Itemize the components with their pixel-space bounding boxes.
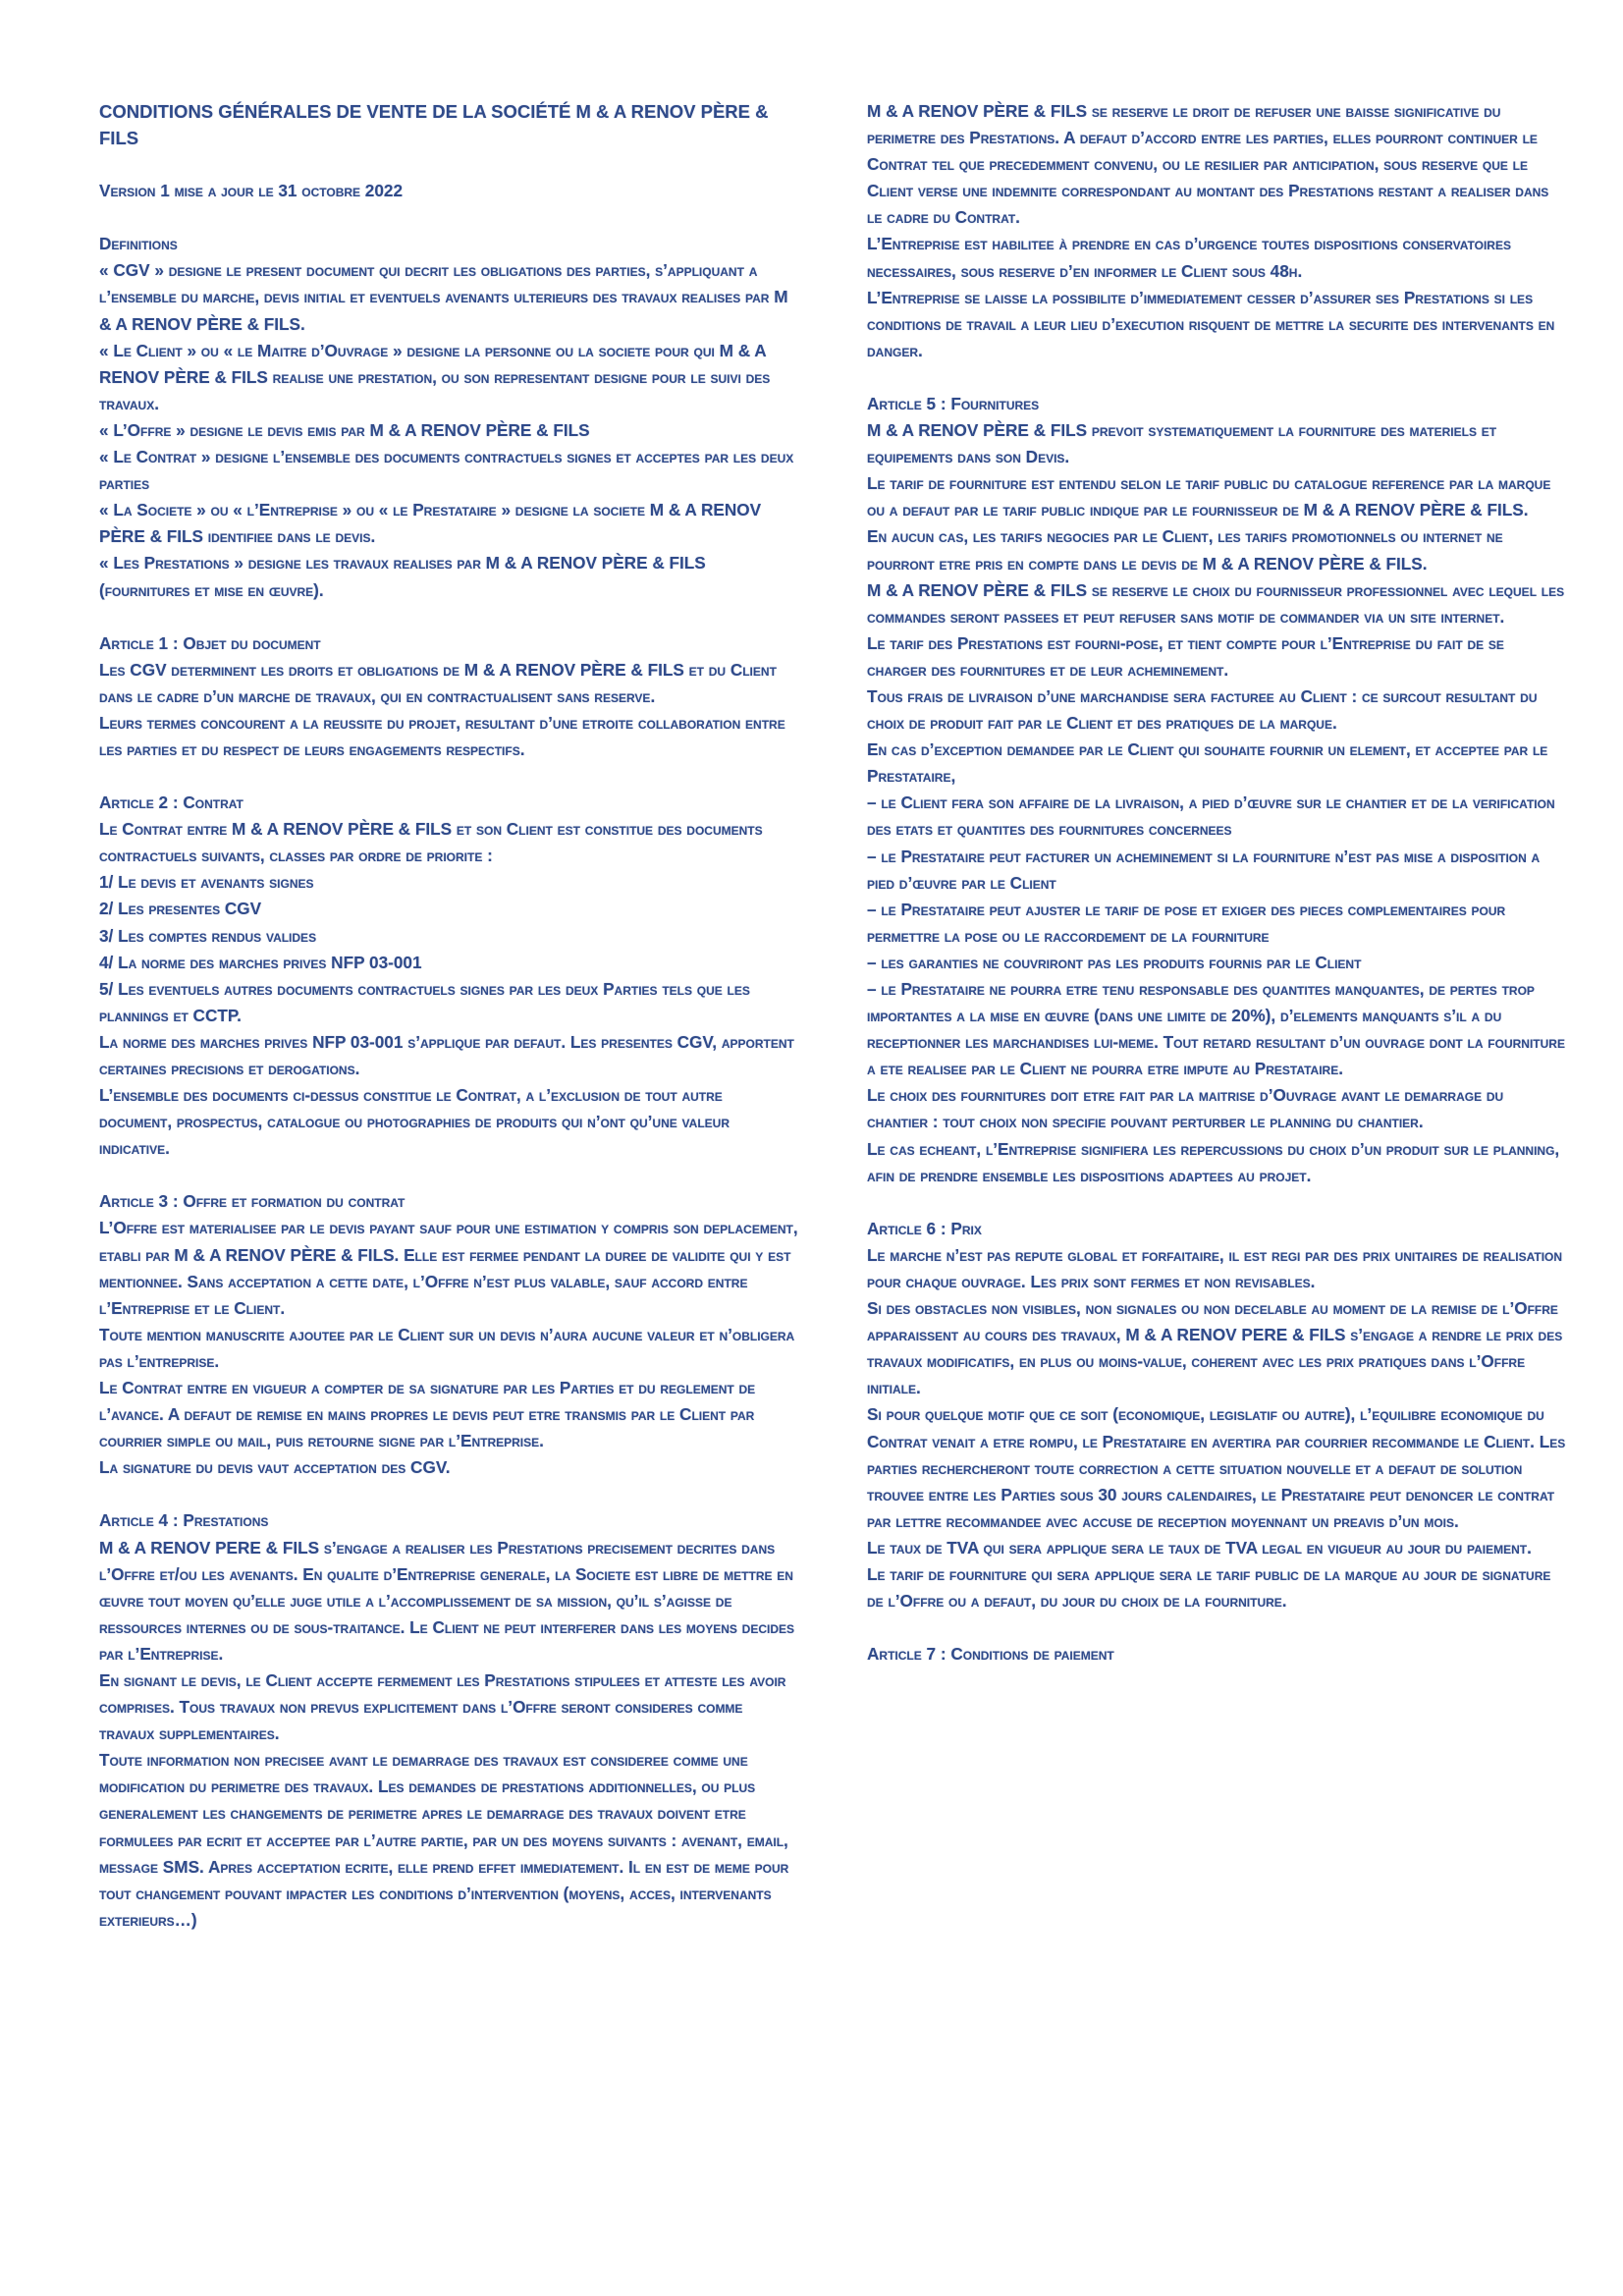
paragraph: Le choix des fournitures doit etre fait par la maitrise d’Ouvrage avant le demarrage du chantier : tout choix non specifie pouvant perturber le planning du chantier. [867,1085,1504,1132]
paragraph: 2/ Les presentes CGV [99,899,262,919]
paragraph: Le taux de TVA qui sera applique sera le taux de TVA legal en vigueur au jour du paiement. [867,1537,1532,1558]
paragraph: M & A RENOV PÈRE & FILS se reserve le choix du fournisseur professionnel avec lequel les commandes seront passees et peut refuser sans motif de commander via un site internet. [867,579,1565,627]
section-heading: Article 2 : Contrat [99,793,243,813]
paragraph: Le cas echeant, l’Entreprise signifiera les repercussions du choix d’un produit sur le planning, afin de prendre ensemble les dispositions adaptees au projet. [867,1138,1560,1185]
paragraph: Tous frais de livraison d’une marchandise sera facturee au Client : ce surcout resultant du choix de produit fait par le Client et des pratiques de la marque. [867,685,1538,734]
paragraph: Toute information non precisee avant le demarrage des travaux est consideree comme une modification du perimetre des travaux. Les demandes de prestations additionnelles, ou plus generalement les changements de perimetre apres le demarrage des travaux doivent etre formulees par ecrit et acceptee par l’autre partie, par un des moyens suivants : avenant, email, message SMS. Apres acceptation ecrite, elle prend effet immediatement. Il en est de meme pour tout changement pouvant impacter les conditions d’intervention (moyens, acces, intervenants exterieurs…) [99,1750,789,1930]
section-heading: Article 7 : Conditions de paiement [867,1644,1114,1665]
right-column [867,98,1566,1667]
paragraph: En aucun cas, les tarifs negocies par le Client, les tarifs promotionnels ou internet ne pourront etre pris en compte dans le devis de M & A RENOV PÈRE & FILS. [867,526,1503,574]
paragraph: 5/ Les eventuels autres documents contractuels signes par les deux Parties tels que les plannings et CCTP. [99,978,750,1025]
section-heading: Article 3 : Offre et formation du contrat [99,1191,406,1212]
paragraph: « Le Client » ou « le Maitre d’Ouvrage » designe la personne ou la societe pour qui M & A RENOV PÈRE & FILS realise une prestation, ou son representant designe pour le suivi des travaux. [99,340,771,413]
paragraph: La norme des marches prives NFP 03-001 s’applique par defaut. Les presentes CGV, apportent certaines precisions et derogations. [99,1031,794,1078]
spacer [99,151,798,178]
paragraph-gap [99,763,798,790]
paragraph: M & A RENOV PÈRE & FILS se reserve le droit de refuser une baisse significative du perimetre des Prestations. A defaut d’accord entre les parties, elles pourront continuer le Contrat tel que precedemment convenu, ou le resilier par anticipation, sous reserve que le Client verse une indemnite correspondant au montant des Prestations restant a realiser dans le cadre du Contrat. [867,101,1549,228]
paragraph-gap [867,1614,1566,1641]
document-version: Version 1 mise a jour le 31 octobre 2022 [99,181,404,201]
paragraph: L’Entreprise se laisse la possibilite d’immediatement cesser d’assurer ses Prestations si les conditions de travail a leur lieu d’execution risquent de mettre la securite des intervenants en danger. [867,287,1555,360]
paragraph: 3/ Les comptes rendus valides [99,925,317,946]
paragraph: 1/ Le devis et avenants signes [99,872,314,893]
paragraph: – le Prestataire ne pourra etre tenu responsable des quantites manquantes, de pertes trop importantes a la mise en œuvre (dans une limite de 20%), d’elements manquants s’il a du receptionner les marchandises lui-meme. Tout retard resultant d’un ouvrage dont la fourniture a ete realisee par le Client ne pourra etre impute au Prestataire. [867,979,1565,1079]
paragraph: Le Contrat entre en vigueur a compter de sa signature par les Parties et du reglement de l’avance. A defaut de remise en mains propres le devis peut etre transmis par le Client par courrier simple ou mail, puis retourne signe par l’Entreprise. [99,1378,756,1451]
paragraph: La signature du devis vaut acceptation des CGV. [99,1457,451,1478]
paragraph: « Le Contrat » designe l’ensemble des documents contractuels signes et acceptes par les deux parties [99,447,794,494]
left-column [99,98,798,1934]
paragraph: Si des obstacles non visibles, non signales ou non decelable au moment de la remise de l’Offre apparaissent au cours des travaux, M & A RENOV PERE & FILS s’engage a rendre le prix des travaux modificatifs, en plus ou moins-value, coherent avec les prix pratiques dans l’Offre initiale. [867,1298,1563,1398]
paragraph: – les garanties ne couvriront pas les produits fournis par le Client [867,952,1362,972]
paragraph-gap [99,1481,798,1507]
paragraph: – le Prestataire peut facturer un acheminement si la fourniture n’est pas mise a disposition a pied d’œuvre par le Client [867,846,1541,893]
section-heading: Definitions [99,234,178,254]
spacer [99,204,798,231]
paragraph: Le marche n’est pas repute global et forfaitaire, il est regi par des prix unitaires de realisation pour chaque ouvrage. Les prix sont fermes et non revisables. [867,1244,1563,1291]
paragraph-gap [99,604,798,630]
paragraph: « CGV » designe le present document qui decrit les obligations des parties, s’appliquant a l’ensemble du marche, devis initial et eventuels avenants ulterieurs des travaux realises par M & A RENOV PÈRE & FILS. [99,260,788,334]
paragraph: L’Entreprise est habilitee à prendre en cas d’urgence toutes dispositions conservatoires necessaires, sous reserve d’en informer le Client sous 48h. [867,234,1511,281]
paragraph: Le Contrat entre M & A RENOV PÈRE & FILS et son Client est constitue des documents contractuels suivants, classes par ordre de priorite : [99,819,763,866]
paragraph: Le tarif des Prestations est fourni-pose, et tient compte pour l’Entreprise du fait de se charger des fournitures et de leur acheminement. [867,632,1504,680]
paragraph: Leurs termes concourent a la reussite du projet, resultant d’une etroite collaboration entre les parties et du respect de leurs engagements respectifs. [99,712,785,759]
section-heading: Article 6 : Prix [867,1218,982,1238]
paragraph: « Les Prestations » designe les travaux realises par M & A RENOV PÈRE & FILS (fournitures et mise en œuvre). [99,553,706,600]
paragraph-gap [99,1162,798,1188]
paragraph: Les CGV determinent les droits et obligations de M & A RENOV PÈRE & FILS et du Client dans le cadre d’un marche de travaux, qui en contractualisent sans reserve. [99,659,777,706]
paragraph: Toute mention manuscrite ajoutee par le Client sur un devis n’aura aucune valeur et n’obligera pas l’entreprise. [99,1324,795,1371]
paragraph: L’ensemble des documents ci-dessus constitue le Contrat, a l’exclusion de tout autre document, prospectus, catalogue ou photographies de produits qui n’ont qu’une valeur indicative. [99,1085,730,1159]
paragraph: « L’Offre » designe le devis emis par M & A RENOV PÈRE & FILS [99,419,590,440]
paragraph: Le tarif de fourniture est entendu selon le tarif public du catalogue reference par la marque ou a defaut par le tarif public indique par le fournisseur de M & A RENOV PÈRE & FILS. [867,473,1551,520]
paragraph: M & A RENOV PERE & FILS s’engage a realiser les Prestations precisement decrites dans l’Offre et/ou les avenants. En qualite d’Entreprise generale, la Societe est libre de mettre en œuvre tout moyen qu’elle juge utile a l’accomplissement de sa mission, qu’il s’agisse de ressources internes ou de sous-traitance. Le Client ne peut interferer dans les moyens decides par l’Entreprise. [99,1537,794,1664]
section-heading: Article 1 : Objet du document [99,632,321,653]
paragraph: En cas d’exception demandee par le Client qui souhaite fournir un element, et acceptee par le Prestataire, [867,739,1548,787]
paragraph: 4/ La norme des marches prives NFP 03-001 [99,952,422,972]
right-paragraphs [867,98,1566,1667]
paragraph: – le Client fera son affaire de la livraison, a pied d’œuvre sur le chantier et de la verification des etats et quantites des fournitures concernees [867,793,1555,840]
paragraph: Le tarif de fourniture qui sera applique sera le tarif public de la marque au jour de signature de l’Offre ou a defaut, du jour du choix de la fourniture. [867,1563,1551,1612]
left-paragraphs [99,231,798,1934]
paragraph: Si pour quelque motif que ce soit (economique, legislatif ou autre), l’equilibre economique du Contrat venait a etre rompu, le Prestataire en avertira par courrier recommande le Client. Les parties rechercheront toute correction a cette situation nouvelle et a defaut de solution trouvee entre les Parties sous 30 jours calendaires, le Prestataire peut denoncer le contrat par lettre recommandee avec accuse de reception moyennant un preavis d’un mois. [867,1404,1566,1531]
paragraph: « La Societe » ou « l’Entreprise » ou « le Prestataire » designe la societe M & A RENOV PÈRE & FILS identifiee dans le devis. [99,500,762,547]
paragraph-gap [867,364,1566,391]
paragraph: – le Prestataire peut ajuster le tarif de pose et exiger des pieces complementaires pour permettre la pose ou le raccordement de la fourniture [867,899,1506,946]
document-title: CONDITIONS GÉNÉRALES DE VENTE DE LA SOCIÉTÉ M & A RENOV PÈRE & FILS [99,101,769,149]
paragraph-gap [867,1189,1566,1216]
paragraph: L’Offre est materialisee par le devis payant sauf pour une estimation y compris son deplacement, etabli par M & A RENOV PÈRE & FILS. Elle est fermee pendant la duree de validite qui y est mentionnee. Sans acceptation a cette date, l’Offre n’est plus valable, sauf accord entre l’Entreprise et le Client. [99,1218,798,1318]
section-heading: Article 5 : Fournitures [867,393,1040,413]
paragraph: M & A RENOV PÈRE & FILS prevoit systematiquement la fourniture des materiels et equipements dans son Devis. [867,420,1497,467]
section-heading: Article 4 : Prestations [99,1510,269,1531]
paragraph: En signant le devis, le Client accepte fermement les Prestations stipulees et atteste les avoir comprises. Tous travaux non prevus explicitement dans l’Offre seront consideres comme travaux supplementaires. [99,1669,786,1744]
